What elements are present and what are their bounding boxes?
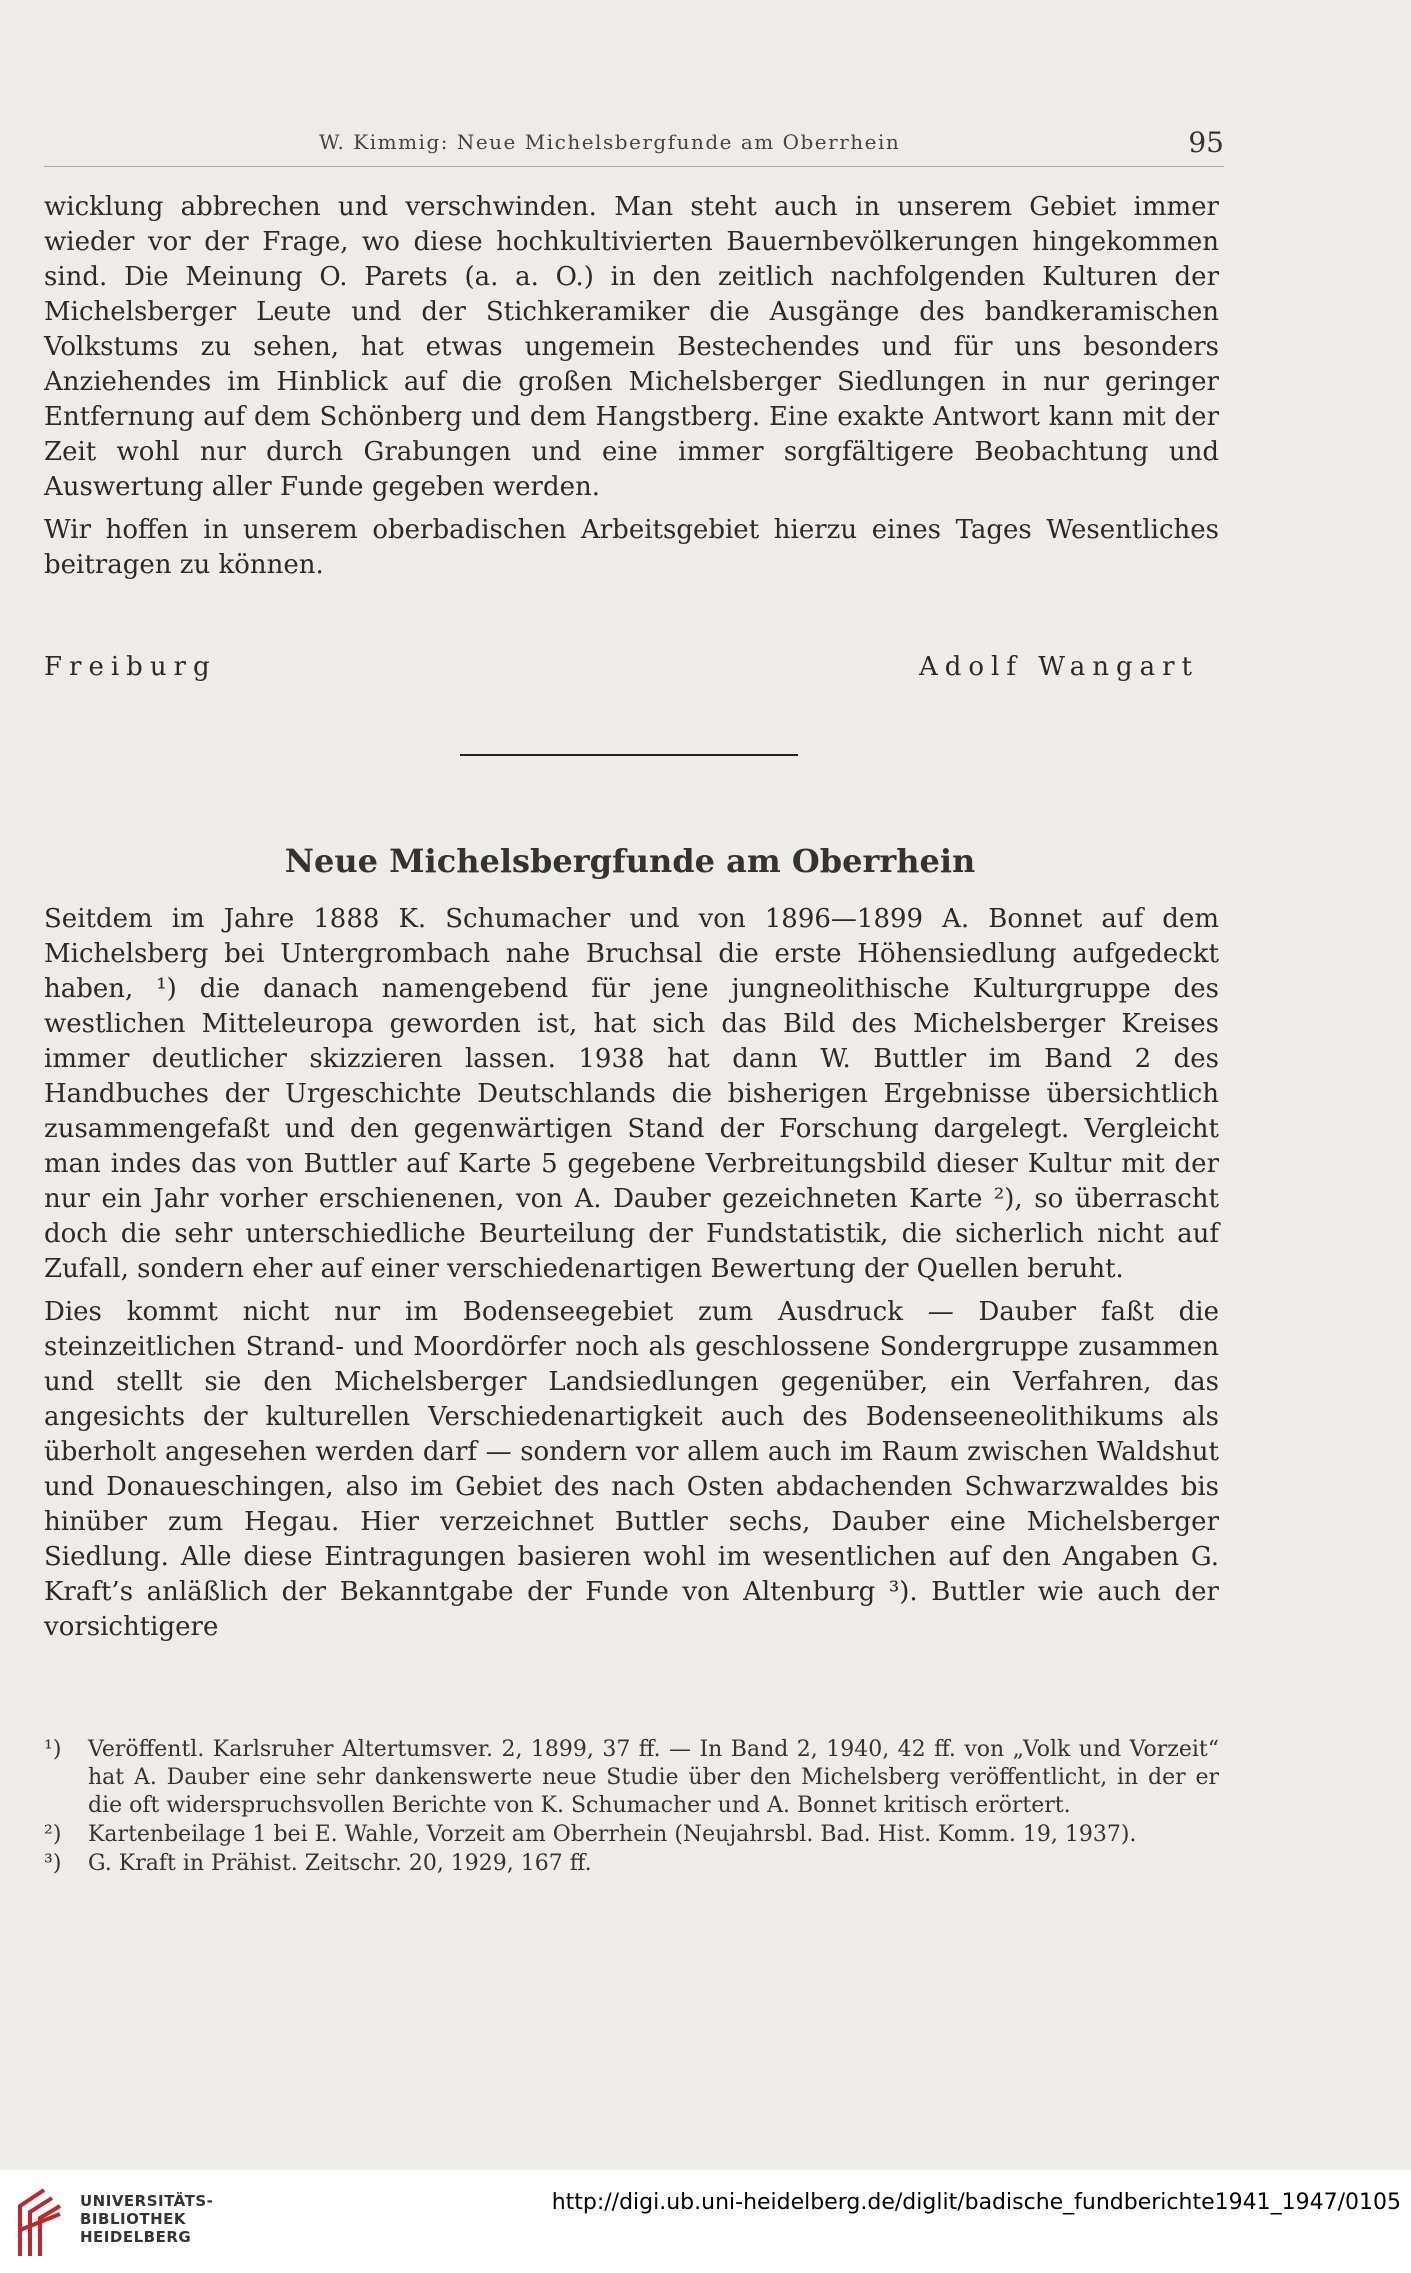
signature-city: Freiburg — [44, 652, 217, 682]
university-library-logo-icon[interactable] — [14, 2186, 64, 2258]
footnote — [44, 1850, 1219, 1878]
permalink-url[interactable]: http://digi.ub.uni-heidelberg.de/diglit/badische_fundberichte1941_1947/0105 — [551, 2190, 1401, 2215]
paragraph: Seitdem im Jahre 1888 K. Schumacher und von 1896—1899 A. Bonnet auf dem Michelsberg bei Untergrombach nahe Bruchsal die erste Höhensiedlung aufgedeckt haben, ¹) die danach namengebend für jene jungneolithische Kulturgruppe des westlichen Mitteleuropa geworden ist, hat sich das Bild des Michelsberger Kreises immer deutlicher skizzieren lassen. 1938 hat dann W. Buttler im Band 2 des Handbuches der Urgeschichte Deutschlands die bisherigen Ergebnisse übersichtlich zusammengefaßt und den gegenwärtigen Stand der Forschung dargelegt. Vergleicht man indes das von Buttler auf Karte 5 gegebene Verbreitungsbild dieser Kultur mit der nur ein Jahr vorher erschienenen, von A. Dauber gezeichneten Karte ²), so überrascht doch die sehr unterschiedliche Beurteilung der Fundstatistik, die sicherlich nicht auf Zufall, sondern eher auf einer verschiedenartigen Bewertung der Quellen beruht. — [44, 904, 1219, 1284]
page-number: 95 — [1188, 126, 1224, 159]
running-header-title: W. Kimmig: Neue Michelsbergfunde am Oberrhein — [319, 130, 901, 154]
signature-author: Adolf Wangart — [918, 652, 1199, 682]
footnote-text: Kartenbeilage 1 bei E. Wahle, Vorzeit am Oberrhein (Neujahrsbl. Bad. Hist. Komm. 19, 1937). — [88, 1822, 1137, 1847]
footnote-mark: ³) — [44, 1851, 62, 1876]
footnote-text: G. Kraft in Prähist. Zeitschr. 20, 1929, 167 ff. — [88, 1851, 592, 1876]
library-name-line: BIBLIOTHEK — [80, 2210, 186, 2228]
library-name-line: HEIDELBERG — [80, 2228, 192, 2246]
library-name[interactable] — [80, 2192, 213, 2246]
footnote-mark: ²) — [44, 1822, 62, 1847]
library-name-line: UNIVERSITÄTS- — [80, 2192, 214, 2210]
footnote-mark: ¹) — [44, 1737, 62, 1762]
paragraph: Dies kommt nicht nur im Bodenseegebiet zum Ausdruck — Dauber faßt die steinzeitlichen Strand- und Moordörfer noch als geschlossene Sondergruppe zusammen und stellt sie den Michelsberger Landsiedlungen gegenüber, ein Verfahren, das angesichts der kulturellen Verschiedenartigkeit auch des Bodenseeneolithikums als überholt angesehen werden darf — sondern vor allem auch im Raum zwischen Waldshut und Donaueschingen, also im Gebiet des nach Osten abdachenden Schwarzwaldes bis hinüber zum Hegau. Hier verzeichnet Buttler sechs, Dauber eine Michelsberger Siedlung. Alle diese Eintragungen basieren wohl im wesentlichen auf den Angaben G. Kraft’s anläßlich der Bekanntgabe der Funde von Altenburg ³). Buttler wie auch der vorsichtigere — [44, 1297, 1219, 1642]
viewer-footer — [0, 2170, 1411, 2273]
section-divider — [460, 754, 798, 756]
running-header — [44, 126, 1224, 167]
footnote-text: Veröffentl. Karlsruher Altertumsver. 2, 1899, 37 ff. — In Band 2, 1940, 42 ff. von „Volk und Vorzeit“ hat A. Dauber eine sehr dankenswerte neue Studie über den Michelsberg veröffentlicht, in der er die oft widerspruchsvollen Berichte von K. Schumacher und A. Bonnet kritisch erörtert. — [88, 1737, 1219, 1818]
paragraph: Wir hoffen in unserem oberbadischen Arbeitsgebiet hierzu eines Tages Wesentliches beitragen zu können. — [44, 515, 1219, 580]
footnote — [44, 1821, 1219, 1849]
article-body — [44, 902, 1219, 1653]
footnotes — [44, 1736, 1219, 1879]
article-title: Neue Michelsbergfunde am Oberrhein — [284, 842, 976, 880]
footnote — [44, 1736, 1219, 1820]
paragraph: wicklung abbrechen und verschwinden. Man steht auch in unserem Gebiet immer wieder vor der Frage, wo diese hochkultivierten Bauernbevölkerungen hingekommen sind. Die Meinung O. Parets (a. a. O.) in den zeitlich nachfolgenden Kulturen der Michelsberger Leute und der Stichkeramiker die Ausgänge des bandkeramischen Volkstums zu sehen, hat etwas ungemein Bestechendes und für uns besonders Anziehendes im Hinblick auf die großen Michelsberger Siedlungen in nur geringer Entfernung auf dem Schönberg und dem Hangstberg. Eine exakte Antwort kann mit der Zeit wohl nur durch Grabungen und eine immer sorgfältigere Beobachtung und Auswertung aller Funde gegeben werden. — [44, 192, 1219, 502]
previous-article-text — [44, 190, 1219, 591]
